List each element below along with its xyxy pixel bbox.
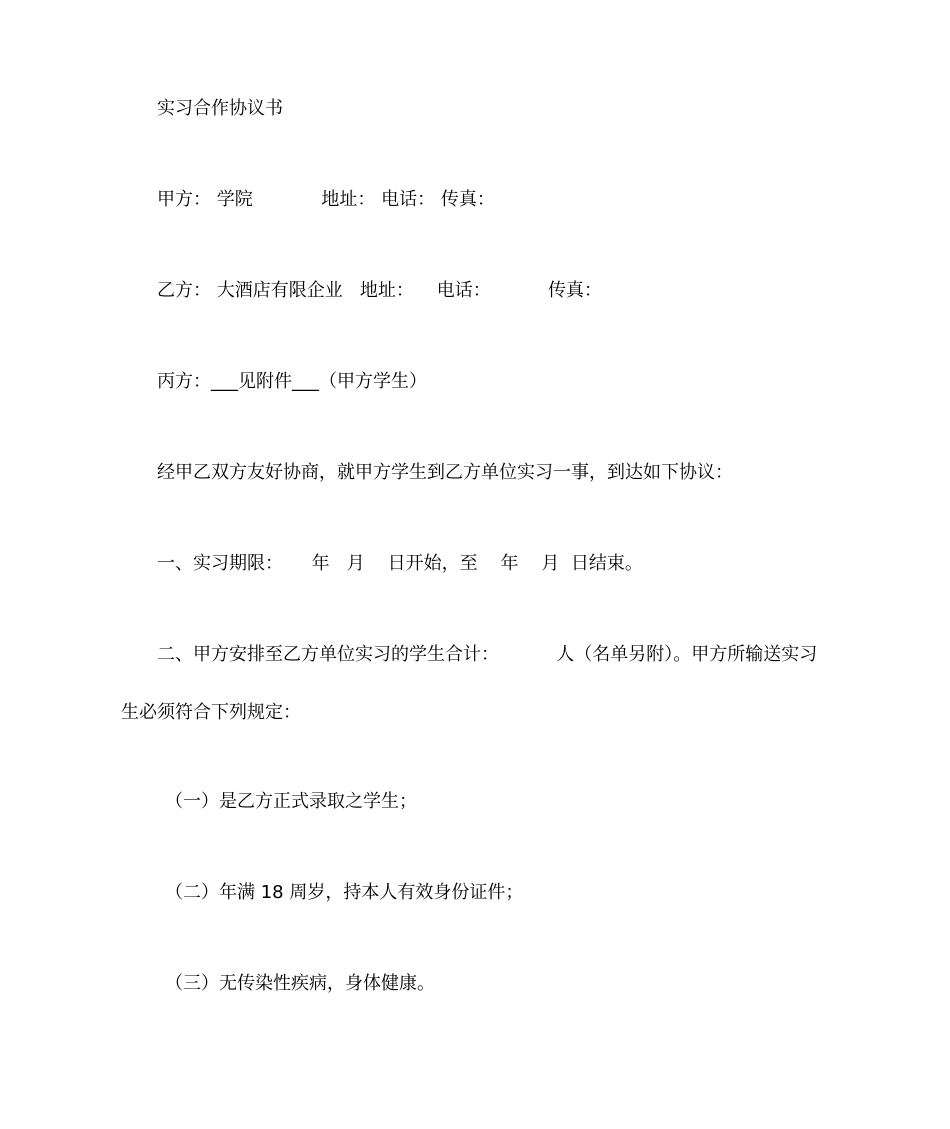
party-b-line: 乙方： 大酒店有限企业 地址： 电话： 传真： bbox=[157, 280, 602, 301]
document-title: 实习合作协议书 bbox=[157, 98, 283, 119]
requirement-item-3: （三）无传染性疾病，身体健康。 bbox=[165, 973, 435, 994]
requirement-item-2: （二）年满 18 周岁，持本人有效身份证件； bbox=[165, 882, 524, 903]
party-a-line: 甲方： 学院 地址： 电话： 传真： bbox=[157, 189, 495, 210]
clause-2-paragraph-line-2: 生必须符合下列规定： bbox=[121, 702, 301, 723]
party-c-line: 丙方：___见附件___（甲方学生） bbox=[157, 371, 427, 392]
preamble-paragraph: 经甲乙双方友好协商，就甲方学生到乙方单位实习一事，到达如下协议： bbox=[157, 462, 733, 483]
requirement-item-1: （一）是乙方正式录取之学生； bbox=[165, 791, 417, 812]
clause-1-paragraph: 一、实习期限： 年 月 日开始，至 年 月 日结束。 bbox=[157, 553, 643, 574]
clause-2-paragraph-line-1: 二、甲方安排至乙方单位实习的学生合计： 人（名单另附）。甲方所输送实习 bbox=[157, 644, 818, 665]
